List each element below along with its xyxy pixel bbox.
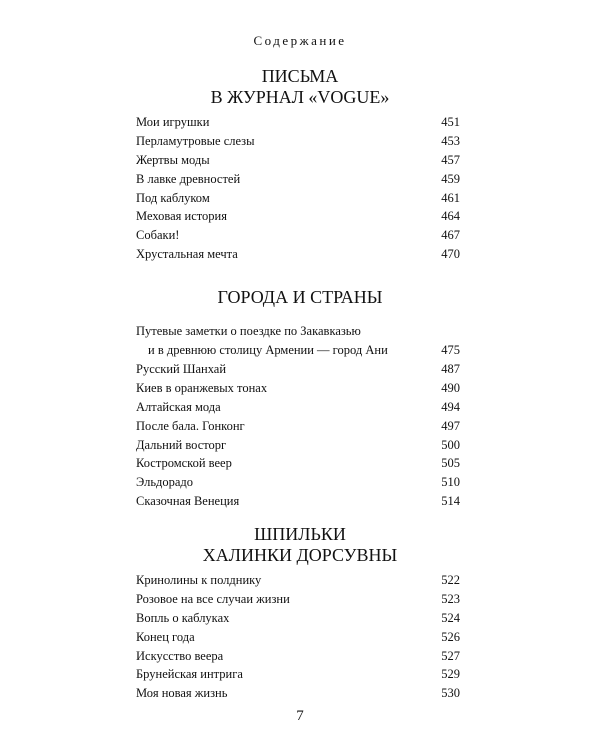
toc-entry [136,454,460,473]
toc-entry [136,665,460,684]
section-letters-vogue [0,66,600,108]
toc-entry-title: Путевые заметки о поездке по Закавказью [136,324,361,338]
toc-entry-title: Собаки! [136,228,180,243]
toc-entry-page: 461 [441,190,460,205]
toc-entry-page: 464 [441,209,460,224]
toc-entry-page: 523 [441,591,460,606]
toc-entry [136,170,460,189]
toc-entry-title: Эльдорадо [136,475,194,490]
toc-entry [136,322,460,360]
toc-entry [136,379,460,398]
toc-entry-title: Сказочная Венеция [136,494,240,509]
toc-entry [136,226,460,245]
toc-entry-page: 470 [441,247,460,262]
toc-entry [136,473,460,492]
toc-list-cities-countries [136,322,460,511]
toc-entry-page: 527 [441,648,460,663]
toc-entry [136,609,460,628]
toc-entry [136,684,460,703]
toc-entry [136,398,460,417]
toc-entry [136,245,460,264]
running-head: Содержание [253,33,347,48]
toc-entry-page: 453 [441,133,460,148]
toc-entry-title: В лавке древностей [136,171,241,186]
toc-entry-page: 490 [441,380,460,395]
toc-entry-title: Перламутровые слезы [136,133,255,148]
toc-entry-title: Алтайская мода [136,399,221,414]
toc-entry-title: Мои игрушки [136,115,210,129]
toc-entry [136,492,460,511]
toc-entry-page: 505 [441,456,460,471]
toc-entry-title: Кринолины к полднику [136,573,262,587]
toc-entry-page: 451 [441,115,460,129]
toc-entry-page: 494 [441,399,460,414]
section-title-line: ПИСЬМА [261,66,339,86]
toc-entry [136,590,460,609]
toc-entry-page: 457 [441,152,460,167]
section-cities-countries [0,287,600,308]
page-number: 7 [296,708,304,724]
toc-entry-title: Дальний восторг [136,437,227,452]
toc-entry-title: Жертвы моды [136,152,210,167]
toc-list-letters-vogue [136,113,460,264]
toc-entry-title: Меховая история [136,209,227,224]
section-title-line: ХАЛИНКИ ДОРСУВНЫ [202,545,398,565]
toc-entry-page: 467 [441,228,460,243]
toc-entry [136,647,460,666]
toc-entry-page: 514 [441,494,460,509]
toc-entry-title: Под каблуком [136,190,210,205]
toc-entry [136,207,460,226]
toc-entry-title: Хрустальная мечта [136,247,238,262]
toc-entry-page: 522 [441,573,460,587]
toc-entry [136,436,460,455]
toc-entry-page: 526 [441,629,460,644]
toc-entry [136,417,460,436]
toc-entry-title: Розовое на все случаи жизни [136,591,290,606]
toc-entry-page: 459 [441,171,460,186]
toc-entry [136,360,460,379]
toc-entry [136,628,460,647]
toc-entry-page: 530 [441,686,460,701]
toc-entry-page: 529 [441,667,460,682]
section-title-line: ГОРОДА И СТРАНЫ [217,287,383,307]
toc-entry-page: 487 [441,362,460,376]
toc-entry-page: 500 [441,437,460,452]
toc-entry-title: Русский Шанхай [136,362,227,376]
toc-entry-title: Моя новая жизнь [136,686,228,701]
toc-entry-title-continuation: и в древнюю столицу Армении — город Ани [148,343,388,357]
toc-entry-page: 497 [441,418,460,433]
toc-entry-page: 475 [441,343,460,357]
toc-entry-page: 510 [441,475,460,490]
toc-entry [136,151,460,170]
toc-entry-title: Брунейская интрига [136,667,243,682]
toc-entry-title: Киев в оранжевых тонах [136,380,268,395]
toc-entry [136,113,460,132]
toc-entry-title: Искусство веера [136,648,224,663]
toc-entry-title: Костромской веер [136,456,232,471]
section-shpilki [0,524,600,566]
section-title-line: ШПИЛЬКИ [254,524,346,544]
toc-entry-title: После бала. Гонконг [136,418,245,433]
section-title-line: В ЖУРНАЛ «VOGUE» [210,87,390,107]
toc-entry-page: 524 [441,610,460,625]
toc-entry-title: Конец года [136,629,195,644]
toc-entry-title: Вопль о каблуках [136,610,230,625]
toc-entry [136,132,460,151]
toc-entry [136,189,460,208]
toc-entry [136,571,460,590]
toc-list-shpilki [136,571,460,703]
